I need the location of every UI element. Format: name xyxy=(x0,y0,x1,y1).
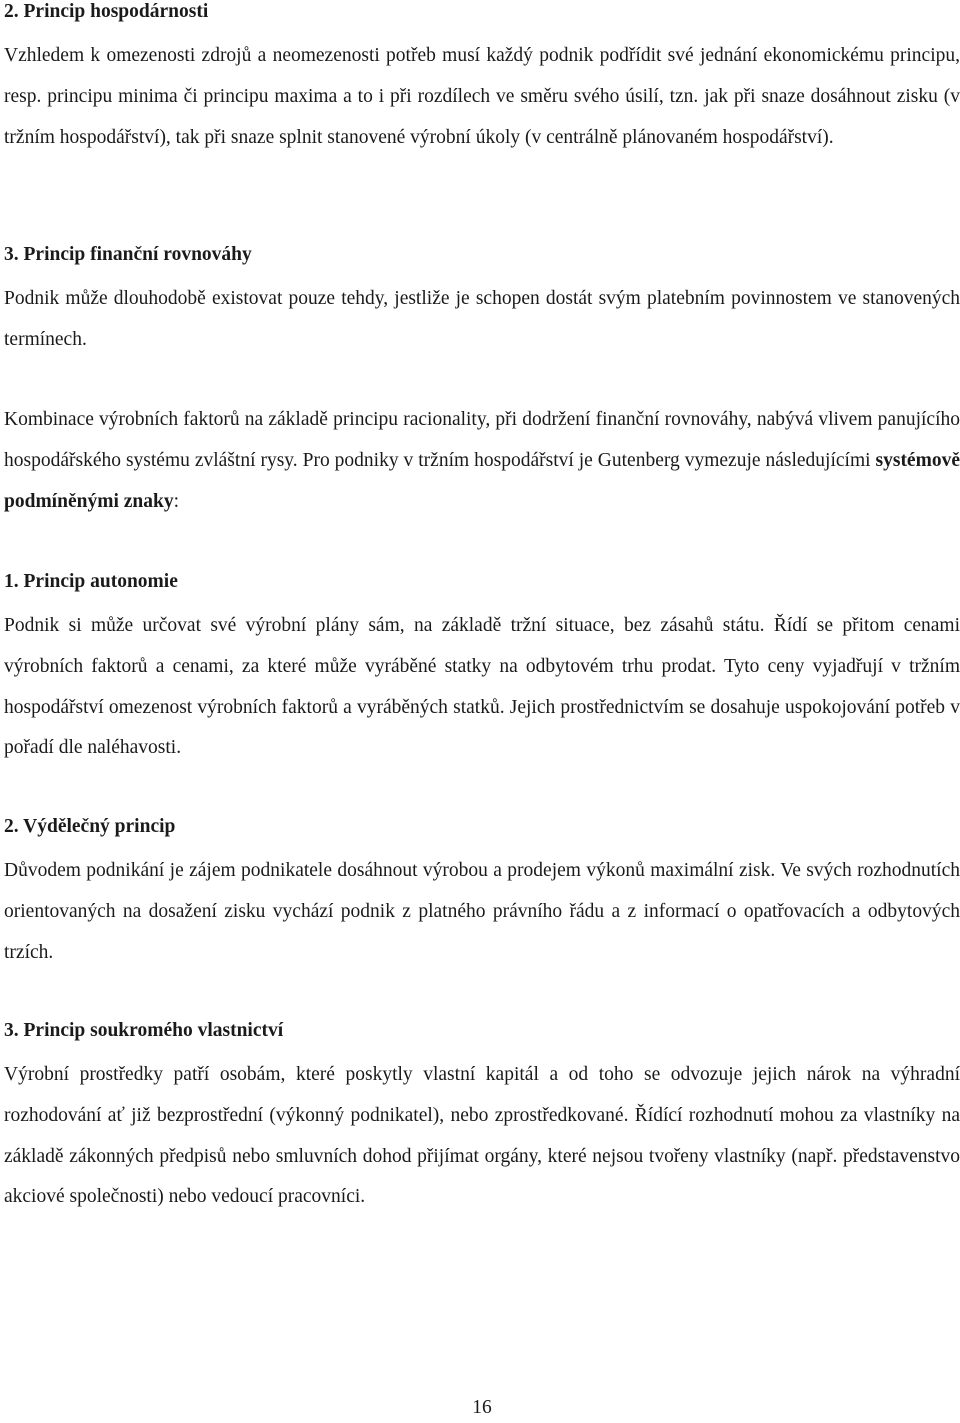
section-paragraph: Vzhledem k omezenosti zdrojů a neomezenosti potřeb musí každý podnik podřídit své jednání ekonomickému principu, resp. principu minima či principu maxima a to i při rozdílech ve směru svého úsilí, tzn. jak při snaze dosáhnout zisku (v tržním hospodářství), tak při snaze splnit stanovené výrobní úkoly (v centrálně plánovaném hospodářství). xyxy=(4,45,960,148)
intro-bold-text: systémově podmíněnými znaky xyxy=(4,449,960,512)
intro-paragraph xyxy=(4,400,960,522)
section-heading: 3. Princip finanční rovnováhy xyxy=(4,244,252,265)
section-paragraph: Podnik může dlouhodobě existovat pouze tehdy, jestliže je schopen dostát svým platebním povinnostem ve stanovených termínech. xyxy=(4,288,960,350)
section-hospodarnost xyxy=(4,0,960,158)
page-number: 16 xyxy=(472,1397,492,1418)
intro-paragraph-block xyxy=(4,400,960,522)
intro-text-before: Kombinace výrobních faktorů na základě principu racionality, při dodržení finanční rovnováhy, nabývá vlivem panujícího hospodářského systému zvláštní rysy. Pro podniky v tržním hospodářství je Gutenberg vymezuje následujícími xyxy=(4,409,960,471)
principle-heading: 2. Výdělečný princip xyxy=(4,816,176,837)
section-financni-rovnovaha xyxy=(4,243,960,361)
principle-autonomie xyxy=(4,570,960,769)
principle-vydelecny xyxy=(4,815,960,973)
principle-heading: 1. Princip autonomie xyxy=(4,571,178,592)
principle-heading: 3. Princip soukromého vlastnictví xyxy=(4,1020,284,1041)
principle-text: Výrobní prostředky patří osobám, které poskytly vlastní kapitál a od toho se odvozuje jejich nárok na výhradní rozhodování ať již bezprostřední (výkonný podnikatel), nebo zprostředkované. Řídící rozhodnutí mohou za vlastníky na základě zákonných předpisů nebo smluvních dohod přijímat orgány, které nejsou tvořeny vlastníky (např. představenstvo akciové společnosti) nebo vedoucí pracovníci. xyxy=(4,1064,960,1208)
document-page xyxy=(4,0,960,1423)
principle-text: Důvodem podnikání je zájem podnikatele dosáhnout výrobou a prodejem výkonů maximální zisk. Ve svých rozhodnutích orientovaných na dosažení zisku vychází podnik z platného právního řádu a z informací o opatřovacích a odbytových trzích. xyxy=(4,860,960,963)
section-heading: 2. Princip hospodárnosti xyxy=(4,1,209,22)
principle-text: Podnik si může určovat své výrobní plány sám, na základě tržní situace, bez zásahů státu. Řídí se přitom cenami výrobních faktorů a cenami, za které může vyráběné statky na odbytovém trhu prodat. Tyto ceny vyjadřují v tržním hospodářství omezenost výrobních faktorů a vyráběných statků. Jejich prostřednictvím se dosahuje uspokojování potřeb v pořadí dle naléhavosti. xyxy=(4,615,960,759)
principle-soukrome-vlastnictvi xyxy=(4,1019,960,1218)
intro-text-after: : xyxy=(173,490,179,512)
